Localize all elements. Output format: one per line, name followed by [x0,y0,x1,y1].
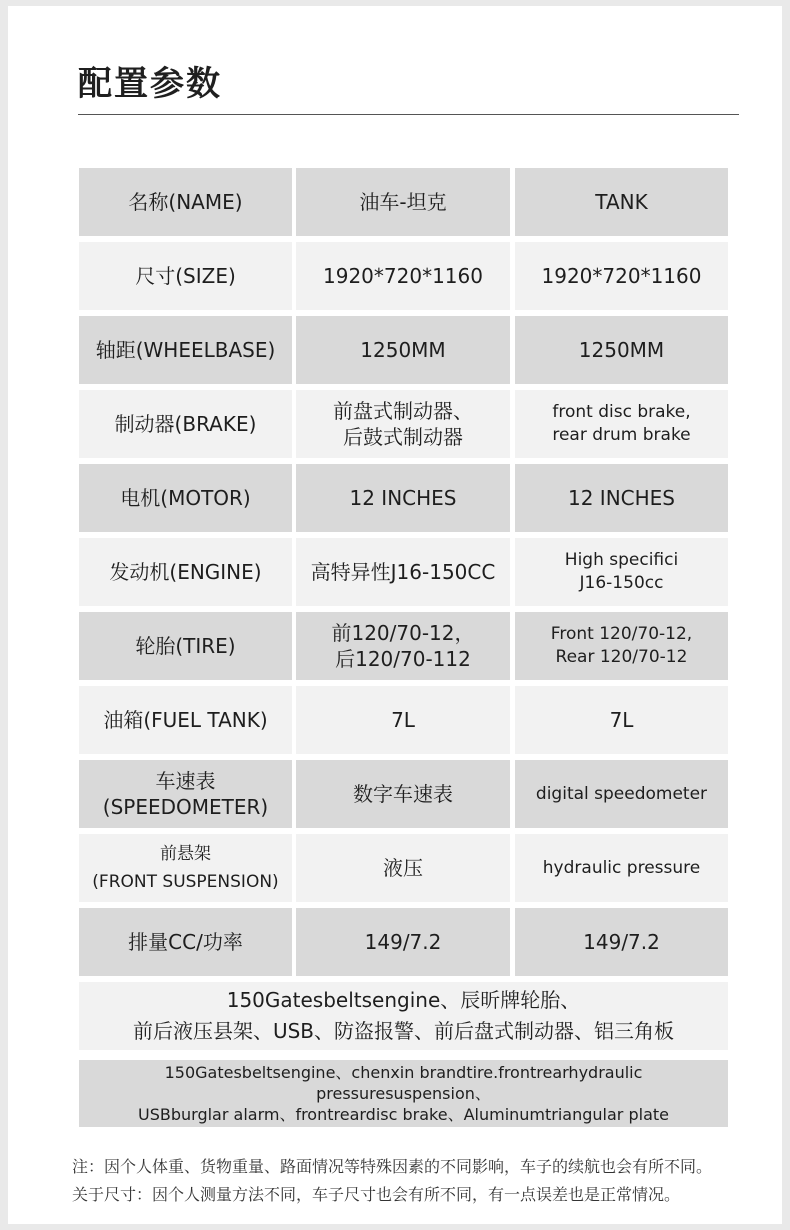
spec-value-en [515,538,728,606]
spec-table [79,168,728,1127]
spec-value-line: 前盘式制动器、 [333,399,473,423]
spec-value-en: hydraulic pressure [515,834,728,902]
summary-cn-line: 前后液压县架、USB、防盗报警、前后盘式制动器、铝三角板 [132,1019,675,1043]
spec-label-line: (FRONT SUSPENSION) [92,872,279,892]
summary-en [79,1060,728,1127]
spec-page [8,6,782,1224]
table-row [79,538,728,606]
spec-label: 名称(NAME) [79,168,292,236]
spec-value-en: 1920*720*1160 [515,242,728,310]
spec-value-cn: 7L [296,686,510,754]
spec-label: 电机(MOTOR) [79,464,292,532]
spec-value-en: TANK [515,168,728,236]
spec-value-cn: 12 INCHES [296,464,510,532]
spec-label [79,834,292,902]
spec-value-cn: 油车-坦克 [296,168,510,236]
spec-value-en: digital speedometer [515,760,728,828]
title-divider [78,114,739,115]
spec-value-en: 12 INCHES [515,464,728,532]
footnotes [72,1153,712,1209]
table-row [79,834,728,902]
spec-value-cn: 1250MM [296,316,510,384]
spec-value-cn: 1920*720*1160 [296,242,510,310]
spec-value-line: 后鼓式制动器 [343,425,463,449]
spec-label: 油箱(FUEL TANK) [79,686,292,754]
spec-value-cn: 数字车速表 [296,760,510,828]
spec-value-en [515,612,728,680]
summary-cn [79,982,728,1050]
spec-label [79,760,292,828]
table-row [79,464,728,532]
spec-value-cn: 149/7.2 [296,908,510,976]
spec-value-en: 1250MM [515,316,728,384]
summary-en-line: 150Gatesbeltsengine、chenxin brandtire.frontrearhydraulic pressuresuspension、 [164,1063,643,1103]
spec-label: 轮胎(TIRE) [79,612,292,680]
spec-value-line: High specifici [564,550,679,570]
spec-value-line: rear drum brake [552,425,691,445]
spec-label: 轴距(WHEELBASE) [79,316,292,384]
spec-value-en [515,390,728,458]
summary-cn-line: 150Gatesbeltsengine、辰昕牌轮胎、 [226,988,581,1012]
spec-label-line: 前悬架 [159,844,211,864]
spec-value-line: J16-150cc [579,573,664,593]
spec-value-line: Front 120/70-12, [550,624,693,644]
spec-label-line: (SPEEDOMETER) [102,795,269,819]
spec-value-cn [296,390,510,458]
table-row [79,390,728,458]
table-row [79,612,728,680]
table-row [79,316,728,384]
spec-value-line: 前120/70-12， [331,621,475,645]
table-row [79,760,728,828]
spec-value-cn: 液压 [296,834,510,902]
spec-value-cn [296,612,510,680]
spec-value-en: 7L [515,686,728,754]
table-row [79,686,728,754]
footnote-size: 关于尺寸：因个人测量方法不同，车子尺寸也会有所不同，有一点误差也是正常情况。 [72,1185,681,1204]
page-title: 配置参数 [78,64,222,104]
spec-label: 发动机(ENGINE) [79,538,292,606]
spec-label: 制动器(BRAKE) [79,390,292,458]
spec-value-line: front disc brake, [552,402,691,422]
footnote-weight: 注：因个人体重、货物重量、路面情况等特殊因素的不同影响，车子的续航也会有所不同。 [72,1157,713,1176]
spec-label-line: 车速表 [155,769,216,793]
spec-value-cn: 高特异性J16-150CC [296,538,510,606]
summary-en-line: USBburglar alarm、frontreardisc brake、Aluminumtriangular plate [138,1105,669,1124]
spec-value-line: Rear 120/70-12 [555,647,688,667]
spec-value-en: 149/7.2 [515,908,728,976]
table-row [79,242,728,310]
table-row [79,168,728,236]
spec-label: 尺寸(SIZE) [79,242,292,310]
spec-label: 排量CC/功率 [79,908,292,976]
spec-value-line: 后120/70-112 [335,647,471,671]
table-row [79,908,728,976]
